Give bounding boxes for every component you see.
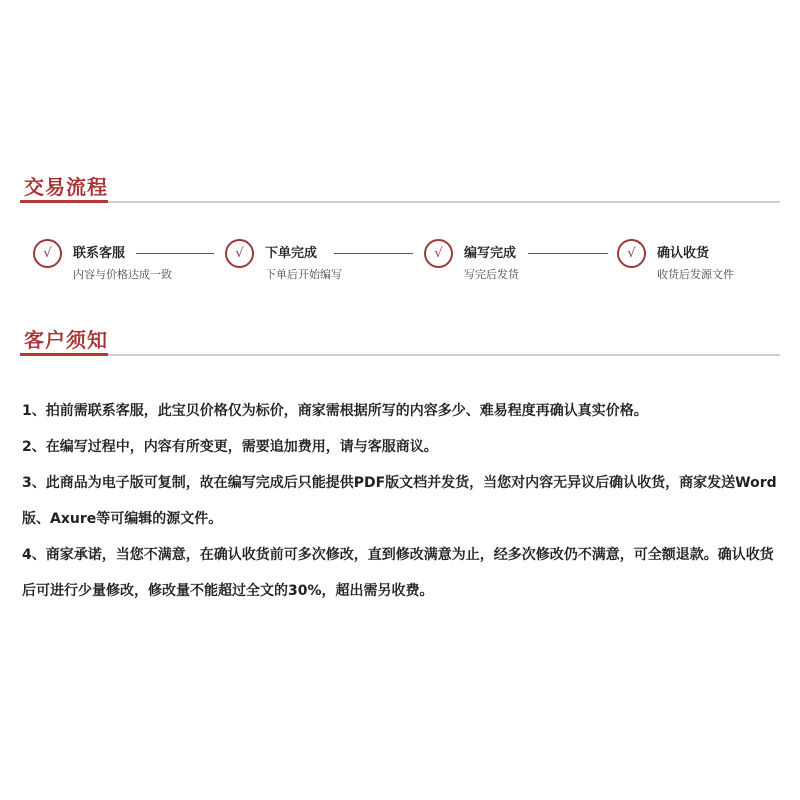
step-connector <box>334 253 413 254</box>
notice-list <box>22 393 782 609</box>
step-title: 下单完成 <box>265 246 318 261</box>
step-sub: 写完后发货 <box>464 268 519 281</box>
notice-item: 1、拍前需联系客服，此宝贝价格仅为标价，商家需根据所写的内容多少、难易程度再确认真实价格。 <box>22 403 648 419</box>
check-icon: √ <box>225 239 254 268</box>
notice-heading: 客户须知 <box>24 328 108 352</box>
flow-divider <box>20 201 780 203</box>
step-title: 确认收货 <box>657 246 710 261</box>
step-title: 编写完成 <box>464 246 517 261</box>
notice-item: 2、在编写过程中，内容有所变更，需要追加费用，请与客服商议。 <box>22 439 438 455</box>
notice-item: 3、此商品为电子版可复制，故在编写完成后只能提供PDF版文档并发货，当您对内容无异议后确认收货，商家发送Word版、Axure等可编辑的源文件。 <box>22 475 777 527</box>
step-sub: 内容与价格达成一致 <box>73 268 172 281</box>
step-connector <box>528 253 608 254</box>
flow-heading: 交易流程 <box>24 175 108 199</box>
step-connector <box>136 253 214 254</box>
step-sub: 下单后开始编写 <box>265 268 342 281</box>
step-sub: 收货后发源文件 <box>657 268 734 281</box>
notice-divider <box>20 354 780 356</box>
check-icon: √ <box>424 239 453 268</box>
check-icon: √ <box>617 239 646 268</box>
notice-item: 4、商家承诺，当您不满意，在确认收货前可多次修改，直到修改满意为止，经多次修改仍不满意，可全额退款。确认收货后可进行少量修改，修改量不能超过全文的30%，超出需另收费。 <box>22 547 774 599</box>
step-title: 联系客服 <box>73 246 126 261</box>
check-icon: √ <box>33 239 62 268</box>
